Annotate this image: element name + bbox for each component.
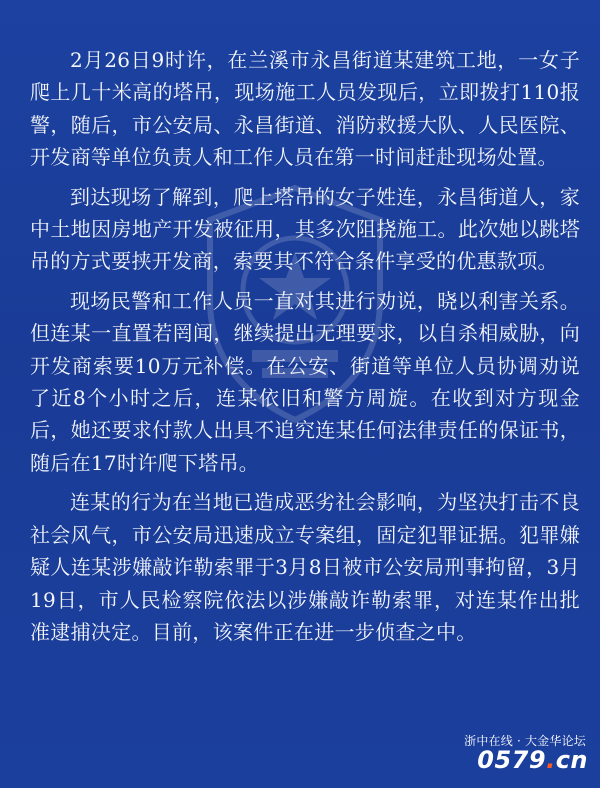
site-watermark-name: 浙中在线 · 大金华论坛 [464,734,586,748]
domain-accent: . [546,746,556,774]
paragraph-incident: 2月26日9时许，在兰溪市永昌街道某建筑工地，一女子爬上几十米高的塔吊，现场施工人员发现后，立即拨打110报警，随后，市公安局、永昌街道、消防救援大队、人民医院、开发商等单位负责人和工作人员在第一时间赶赴现场处置。 [30,48,580,170]
paragraph-outcome: 连某的行为在当地已造成恶劣社会影响，为坚决打击不良社会风气，市公安局迅速成立专案组，固定犯罪证据。犯罪嫌疑人连某涉嫌敲诈勒索罪于3月8日被市公安局刑事拘留，3月19日，市人民检察院依法以涉嫌敲诈勒索罪，对连某作出批准逮捕决定。目前，该案件正在进一步侦查之中。 [30,490,580,644]
site-watermark-domain [477,746,588,774]
domain-suffix: cn [555,746,588,774]
paragraph-background: 到达现场了解到，爬上塔吊的女子姓连，永昌街道人，家中土地因房地产开发被征用，其多次阻挠施工。此次她以跳塔吊的方式要挟开发商，索要其不符合条件享受的优惠款项。 [30,184,580,274]
article-body [30,44,580,655]
site-watermark-logo [428,732,588,780]
paragraph-negotiation: 现场民警和工作人员一直对其进行劝说，晓以利害关系。但连某一直置若罔闻，继续提出无理要求，以自杀相威胁，向开发商索要10万元补偿。在公安、街道等单位人员协调劝说了近8个小时之后，连某依旧和警方周旋。在收到对方现金后，她还要求付款人出具不追究连某任何法律责任的保证书，随后在17时许爬下塔吊。 [30,288,580,475]
domain-prefix: 0579 [477,746,547,774]
